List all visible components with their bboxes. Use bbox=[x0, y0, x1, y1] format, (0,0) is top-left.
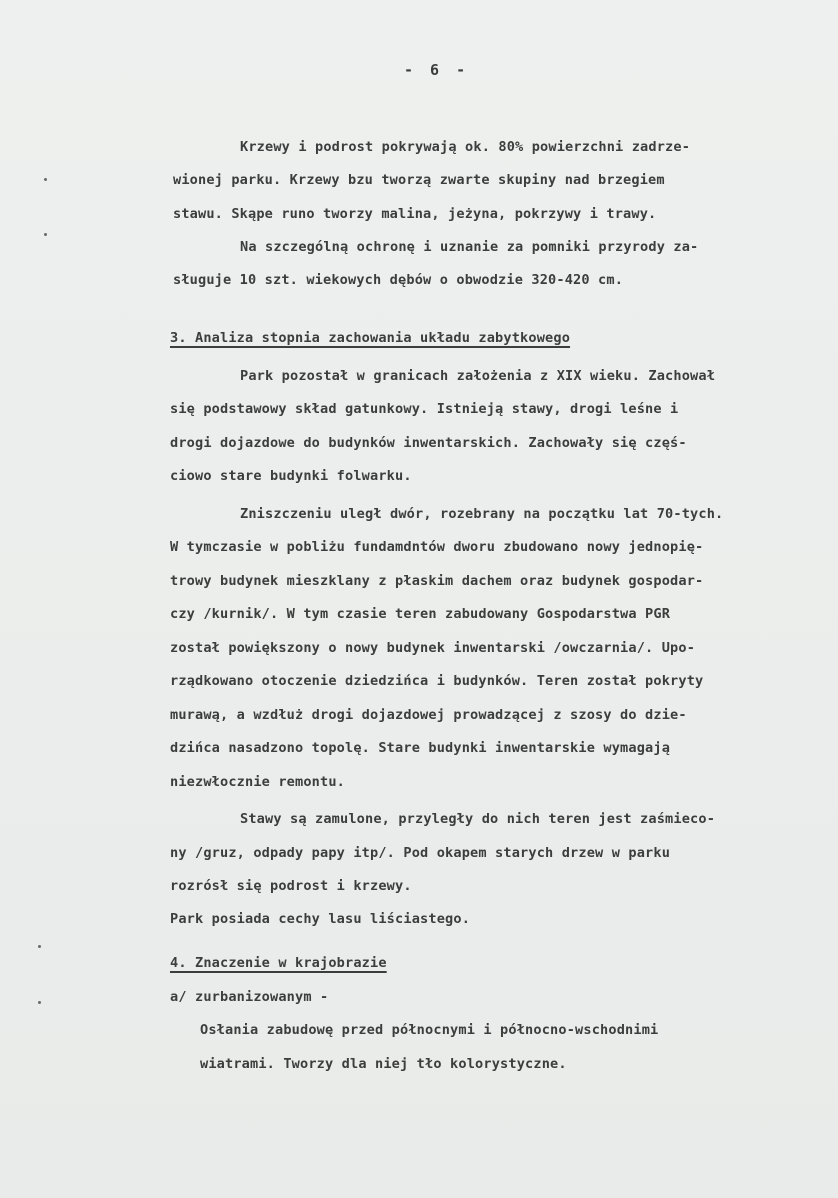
paragraph-1-line-3: stawu. Skąpe runo tworzy malina, jeżyna, pokrzywy i trawy. bbox=[173, 206, 657, 222]
section-4-item-a: a/ zurbanizowanym - bbox=[170, 989, 329, 1005]
section-4-line-2: wiatrami. Tworzy dla niej tło kolorystyczne. bbox=[200, 1056, 567, 1072]
section-4-line-1: Osłania zabudowę przed północnymi i północno-wschodnimi bbox=[200, 1022, 659, 1038]
section-3-line-5: Zniszczeniu uległ dwór, rozebrany na początku lat 70-tych. bbox=[240, 506, 724, 522]
paragraph-1-line-2: wionej parku. Krzewy bzu tworzą zwarte skupiny nad brzegiem bbox=[173, 172, 665, 188]
section-3-line-11: murawą, a wzdłuż drogi dojazdowej prowadzącej z szosy do dzie- bbox=[170, 707, 687, 723]
section-3-line-3: drogi dojazdowe do budynków inwentarskich. Zachowały się częś- bbox=[170, 435, 687, 451]
section-3-line-6: W tymczasie w pobliżu fundamdntów dworu zbudowano nowy jednopię- bbox=[170, 539, 704, 555]
paragraph-1-line-1: Krzewy i podrost pokrywają ok. 80% powierzchni zadrze- bbox=[240, 139, 691, 155]
section-3-line-2: się podstawowy skład gatunkowy. Istnieją stawy, drogi leśne i bbox=[170, 401, 679, 417]
section-3-line-7: trowy budynek mieszklany z płaskim dachem oraz budynek gospodar- bbox=[170, 573, 704, 589]
page-number: - 6 - bbox=[404, 61, 470, 79]
paragraph-1-line-4: Na szczególną ochronę i uznanie za pomniki przyrody za- bbox=[240, 239, 699, 255]
section-3-line-17: Park posiada cechy lasu liściastego. bbox=[170, 911, 471, 927]
section-3-line-12: dzińca nasadzono topolę. Stare budynki inwentarskie wymagają bbox=[170, 740, 671, 756]
section-3-line-15: ny /gruz, odpady papy itp/. Pod okapem starych drzew w parku bbox=[170, 845, 671, 861]
section-3-line-16: rozrósł się podrost i krzewy. bbox=[170, 878, 412, 894]
margin-speck bbox=[44, 233, 47, 236]
margin-speck bbox=[38, 945, 41, 948]
section-3-line-13: niezwłocznie remontu. bbox=[170, 774, 346, 790]
paragraph-1-line-5: sługuje 10 szt. wiekowych dębów o obwodzie 320-420 cm. bbox=[173, 272, 624, 288]
section-3-line-1: Park pozostał w granicach założenia z XIX wieku. Zachował bbox=[240, 368, 716, 384]
section-3-line-4: ciowo stare budynki folwarku. bbox=[170, 468, 412, 484]
section-3-line-9: został powiększony o nowy budynek inwentarski /owczarnia/. Upo- bbox=[170, 640, 696, 656]
section-3-line-10: rządkowano otoczenie dziedzińca i budynków. Teren został pokryty bbox=[170, 673, 704, 689]
margin-speck bbox=[44, 178, 47, 181]
margin-speck bbox=[38, 1001, 41, 1004]
section-3-line-8: czy /kurnik/. W tym czasie teren zabudowany Gospodarstwa PGR bbox=[170, 606, 671, 622]
section-4-heading: 4. Znaczenie w krajobrazie bbox=[170, 955, 387, 971]
section-3-line-14: Stawy są zamulone, przyległy do nich teren jest zaśmieco- bbox=[240, 811, 716, 827]
section-3-heading: 3. Analiza stopnia zachowania układu zabytkowego bbox=[170, 330, 571, 346]
